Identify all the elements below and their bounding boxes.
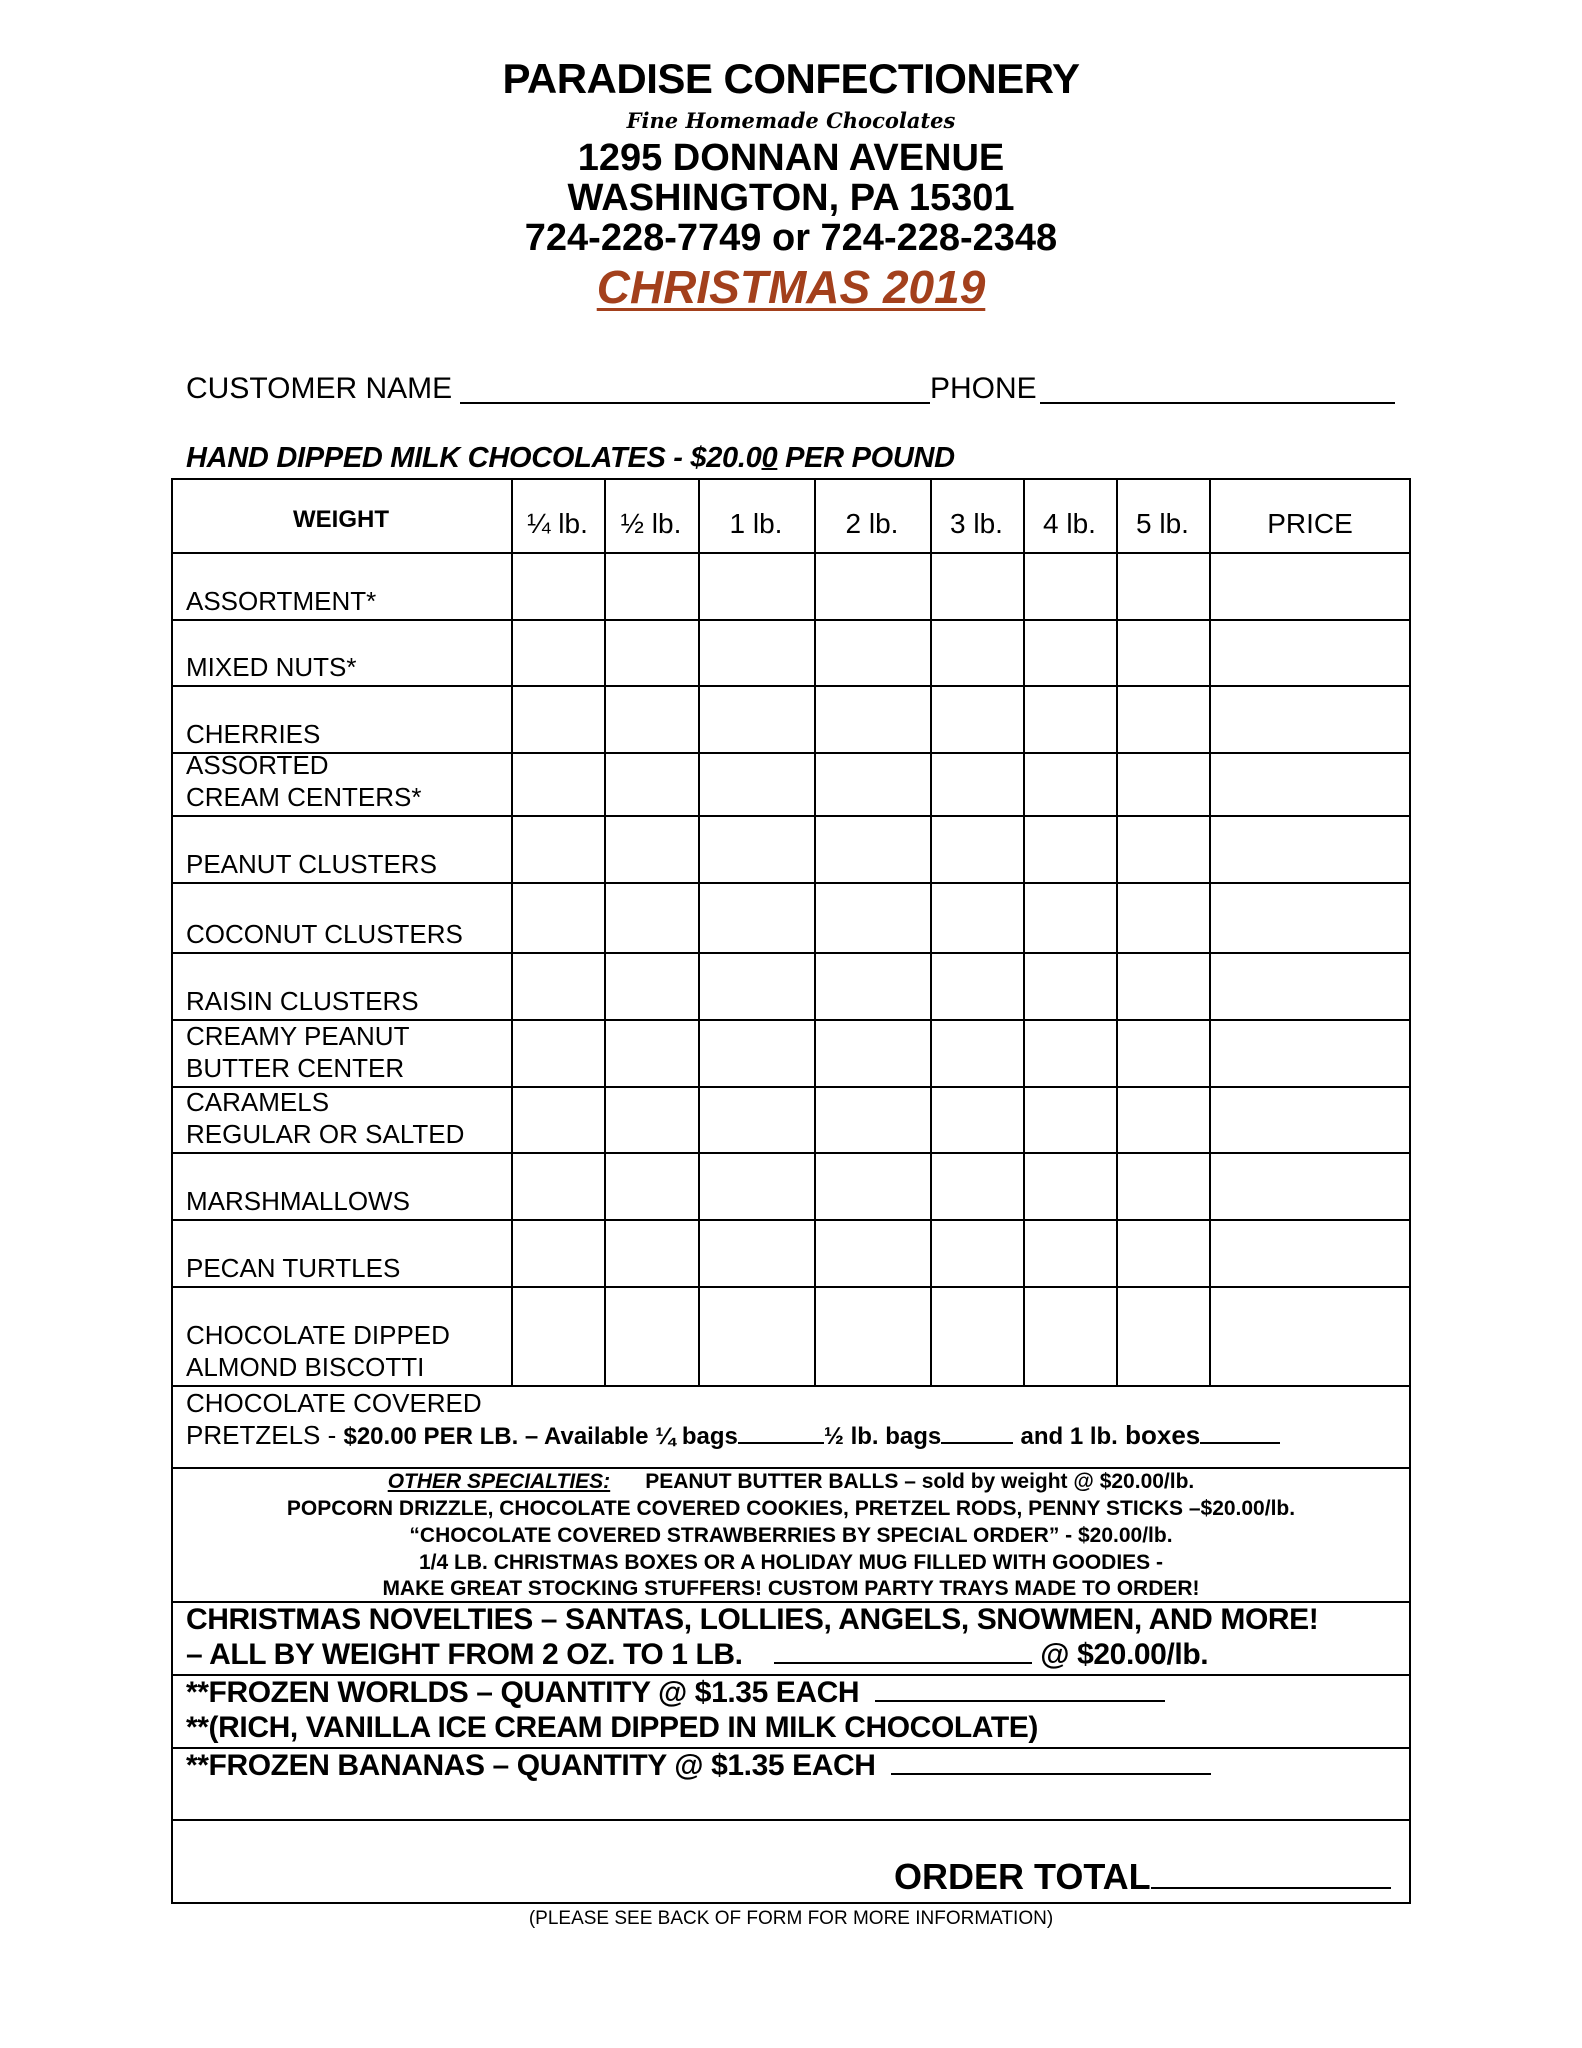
quantity-cell[interactable] [700,1154,813,1218]
product-row-label [186,815,506,882]
quantity-cell[interactable] [816,1021,929,1085]
quantity-cell[interactable] [513,1021,603,1085]
business-name: PARADISE CONFECTIONERY [502,55,1080,102]
quantity-cell[interactable] [513,817,603,881]
novelties-price: @ $20.00/lb. [1040,1638,1209,1671]
quantity-cell[interactable] [932,1154,1022,1218]
quantity-cell[interactable] [816,954,929,1018]
quantity-cell[interactable] [816,884,929,951]
frozen-bananas-text: **FROZEN BANANAS – QUANTITY @ $1.35 EACH [186,1749,876,1782]
quantity-cell[interactable] [606,1021,697,1085]
quantity-cell[interactable] [932,754,1022,814]
quantity-cell[interactable] [606,1154,697,1218]
quantity-cell[interactable] [932,687,1022,751]
customer-name-field[interactable] [460,402,930,404]
price-cell[interactable] [1211,817,1410,881]
business-phone: 724-228-7749 or 724-228-2348 [524,217,1058,259]
quantity-cell[interactable] [816,621,929,684]
product-row-label [186,1019,506,1086]
quantity-cell[interactable] [700,554,813,618]
address-line-1: 1295 DONNAN AVENUE [577,137,1005,179]
product-name-line2: MIXED NUTS* [186,652,357,682]
novelties-line-2 [186,1638,1208,1672]
order-total-label: ORDER TOTAL [894,1856,1151,1897]
quantity-cell[interactable] [1025,554,1115,618]
price-cell[interactable] [1211,754,1410,814]
quantity-cell[interactable] [816,554,929,618]
novelties-line-1: CHRISTMAS NOVELTIES – SANTAS, LOLLIES, ANGELS, SNOWMEN, AND MORE! [186,1603,1319,1636]
quantity-cell[interactable] [700,1021,813,1085]
row-divider [171,1819,1411,1821]
quantity-cell[interactable] [700,884,813,951]
column-header: 5 lb. [1136,508,1189,539]
specialties-line-2: POPCORN DRIZZLE, CHOCOLATE COVERED COOKIES, PRETZEL RODS, PENNY STICKS –$20.00/lb. [286,1497,1296,1520]
one-lb-label: and 1 lb. [1020,1423,1118,1450]
price-cell[interactable] [1211,884,1410,951]
quantity-cell[interactable] [700,754,813,814]
quantity-cell[interactable] [932,621,1022,684]
column-header: 3 lb. [950,508,1003,539]
price-cell[interactable] [1211,1154,1410,1218]
frozen-worlds-line-2: **(RICH, VANILLA ICE CREAM DIPPED IN MILK CHOCOLATE) [186,1711,1038,1744]
price-cell[interactable] [1211,1288,1410,1384]
quantity-cell[interactable] [513,884,603,951]
product-name-line2: PEANUT CLUSTERS [186,849,437,879]
quantity-cell[interactable] [1025,1288,1115,1384]
quantity-cell[interactable] [606,817,697,881]
product-name-line2: ALMOND BISCOTTI [186,1352,425,1382]
price-cell[interactable] [1211,1221,1410,1285]
quantity-cell[interactable] [1118,954,1208,1018]
quantity-cell[interactable] [606,687,697,751]
section-heading-prefix: HAND DIPPED MILK CHOCOLATES - $20.0 [186,442,762,474]
column-header: PRICE [1267,508,1353,539]
column-header: WEIGHT [293,506,389,533]
specialties-line-5: MAKE GREAT STOCKING STUFFERS! CUSTOM PARTY TRAYS MADE TO ORDER! [382,1577,1200,1600]
quantity-cell[interactable] [700,1088,813,1151]
pretzels-lead: PRETZELS - [186,1420,344,1450]
product-name-line2: ASSORTMENT* [186,586,377,616]
quantity-cell[interactable] [1118,1221,1208,1285]
quantity-cell[interactable] [1025,1221,1115,1285]
tagline: Fine Homemade Chocolates [626,108,956,133]
one-lb-boxes-field[interactable] [1200,1424,1280,1444]
price-cell[interactable] [1211,687,1410,751]
product-row-label [186,1286,506,1385]
quantity-cell[interactable] [1025,884,1115,951]
price-cell[interactable] [1211,554,1410,618]
row-divider [171,1385,1411,1387]
quantity-cell[interactable] [932,1088,1022,1151]
quantity-cell[interactable] [1118,1088,1208,1151]
pretzels-line-2 [186,1420,1280,1451]
quantity-cell[interactable] [1118,1021,1208,1085]
quantity-cell[interactable] [513,754,603,814]
quantity-cell[interactable] [816,687,929,751]
quantity-cell[interactable] [1118,754,1208,814]
quantity-cell[interactable] [700,621,813,684]
quantity-cell[interactable] [816,817,929,881]
order-total-field[interactable] [1151,1857,1391,1889]
quantity-cell[interactable] [513,954,603,1018]
column-header: ½ lb. [620,508,682,539]
product-row-label [186,685,506,752]
product-row-label [186,752,506,815]
quantity-cell[interactable] [1025,754,1115,814]
specialties-line-3: “CHOCOLATE COVERED STRAWBERRIES BY SPECIAL ORDER” - $20.00/lb. [409,1524,1173,1547]
pretzels-price: $20.00 PER LB. – Available ¼ bags [343,1423,738,1450]
quantity-cell[interactable] [606,554,697,618]
quantity-cell[interactable] [1118,1288,1208,1384]
novelties-weight-text: – ALL BY WEIGHT FROM 2 OZ. TO 1 LB. [186,1638,743,1671]
product-name-line2: CHERRIES [186,719,321,749]
quantity-cell[interactable] [932,1288,1022,1384]
product-row-label [186,619,506,685]
quantity-cell[interactable] [1118,621,1208,684]
product-name-line2: RAISIN CLUSTERS [186,986,419,1016]
quarter-bags-field[interactable] [738,1424,824,1444]
product-name-line1: CREAMY PEANUT [186,1021,410,1051]
pretzels-line-1: CHOCOLATE COVERED [186,1388,482,1418]
specialties-text-1: PEANUT BUTTER BALLS – sold by weight @ $20.00/lb. [645,1470,1195,1493]
boxes-label: boxes [1125,1420,1201,1450]
product-name-line2: REGULAR OR SALTED [186,1119,465,1149]
quantity-cell[interactable] [1118,554,1208,618]
quantity-cell[interactable] [932,884,1022,951]
quantity-cell[interactable] [606,1288,697,1384]
frozen-bananas-quantity-field[interactable] [891,1751,1211,1775]
phone-field[interactable] [1040,402,1395,404]
product-name-line1: ASSORTED [186,750,329,780]
frozen-worlds-quantity-field[interactable] [875,1678,1165,1702]
product-row-label [186,882,506,952]
quantity-cell[interactable] [513,621,603,684]
product-name-line2: COCONUT CLUSTERS [186,919,463,949]
quantity-cell[interactable] [700,687,813,751]
season-title: CHRISTMAS 2019 [596,261,986,313]
half-lb-bags-field[interactable] [941,1424,1013,1444]
half-lb-bags-label: ½ lb. bags [823,1423,942,1450]
quantity-cell[interactable] [513,1221,603,1285]
specialties-line-1 [171,1468,1411,1495]
frozen-worlds-text: **FROZEN WORLDS – QUANTITY @ $1.35 EACH [186,1676,860,1709]
quantity-cell[interactable] [606,884,697,951]
quantity-cell[interactable] [513,1288,603,1384]
quantity-cell[interactable] [700,1221,813,1285]
specialties-line-4: 1/4 LB. CHRISTMAS BOXES OR A HOLIDAY MUG FILLED WITH GOODIES - [419,1551,1163,1574]
order-total [894,1856,1391,1898]
product-name-line2: CREAM CENTERS* [186,782,422,812]
quantity-cell[interactable] [606,1221,697,1285]
product-name-line1: CARAMELS [186,1087,330,1117]
quantity-cell[interactable] [513,554,603,618]
quantity-cell[interactable] [1025,954,1115,1018]
quantity-cell[interactable] [1025,621,1115,684]
quantity-cell[interactable] [932,1221,1022,1285]
quantity-cell[interactable] [513,1088,603,1151]
quantity-cell[interactable] [816,1154,929,1218]
quantity-cell[interactable] [606,954,697,1018]
product-name-line1: CHOCOLATE DIPPED [186,1320,450,1350]
quantity-cell[interactable] [816,754,929,814]
specialties-label: OTHER SPECIALTIES: [387,1470,611,1493]
quantity-cell[interactable] [1025,687,1115,751]
quantity-cell[interactable] [606,754,697,814]
quantity-cell[interactable] [1025,1154,1115,1218]
frozen-worlds-line-1 [186,1676,1165,1710]
quantity-cell[interactable] [700,817,813,881]
product-row-label [186,1086,506,1152]
quantity-cell[interactable] [1118,1154,1208,1218]
phone-label: PHONE [930,372,1037,405]
section-heading-underlined: 0 [761,442,778,474]
price-cell[interactable] [1211,1088,1410,1151]
quantity-cell[interactable] [932,954,1022,1018]
quantity-cell[interactable] [1118,884,1208,951]
quantity-cell[interactable] [700,954,813,1018]
quantity-cell[interactable] [1025,1088,1115,1151]
quantity-cell[interactable] [932,817,1022,881]
product-name-line2: MARSHMALLOWS [186,1186,410,1216]
price-cell[interactable] [1211,621,1410,684]
price-cell[interactable] [1211,1021,1410,1085]
section-heading-suffix: PER POUND [777,442,955,474]
quantity-cell[interactable] [1025,1021,1115,1085]
product-row-label [186,1219,506,1286]
quantity-cell[interactable] [816,1221,929,1285]
quantity-cell[interactable] [1118,687,1208,751]
quantity-cell[interactable] [606,1088,697,1151]
quantity-cell[interactable] [932,1021,1022,1085]
column-header: 1 lb. [729,508,783,539]
address-line-2: WASHINGTON, PA 15301 [567,177,1015,219]
frozen-bananas-line [186,1749,1211,1783]
product-name-line2: PECAN TURTLES [186,1253,401,1283]
quantity-cell[interactable] [700,1288,813,1384]
quantity-cell[interactable] [816,1088,929,1151]
quantity-cell[interactable] [513,1154,603,1218]
footer-note: (PLEASE SEE BACK OF FORM FOR MORE INFORMATION) [528,1908,1054,1929]
column-header: ¼ lb. [527,508,588,539]
section-heading [186,442,955,475]
quantity-cell[interactable] [932,554,1022,618]
price-cell[interactable] [1211,954,1410,1018]
product-row-label [186,1152,506,1219]
column-header: 2 lb. [845,508,899,539]
column-header: 4 lb. [1043,508,1096,539]
quantity-cell[interactable] [1025,817,1115,881]
quantity-cell[interactable] [606,621,697,684]
product-row-label [186,552,506,619]
quantity-cell[interactable] [1118,817,1208,881]
product-row-label [186,952,506,1019]
quantity-cell[interactable] [513,687,603,751]
customer-name-label: CUSTOMER NAME [186,372,453,405]
novelties-field[interactable] [774,1640,1032,1664]
quantity-cell[interactable] [816,1288,929,1384]
product-name-line2: BUTTER CENTER [186,1053,405,1083]
